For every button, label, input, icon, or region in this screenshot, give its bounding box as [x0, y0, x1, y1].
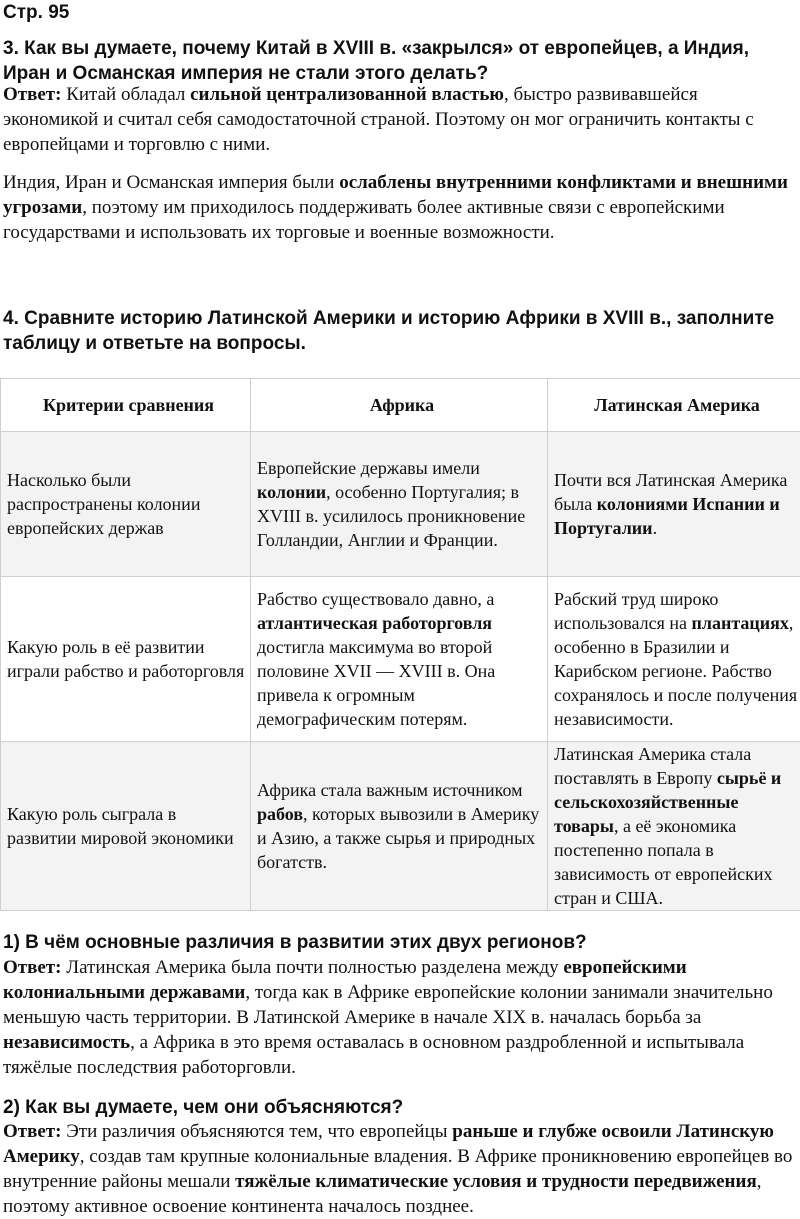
criterion-cell: Какую роль в её развитии играли рабство и работорговля	[1, 577, 251, 742]
question-3-answer-paragraph-1	[3, 82, 795, 157]
criterion-cell: Насколько были распространены колонии европейских держав	[1, 432, 251, 577]
table-row	[1, 742, 800, 911]
subquestion-1-heading: 1) В чём основные различия в развитии этих двух регионов?	[3, 930, 795, 955]
subquestion-2-answer: Ответ: Эти различия объясняются тем, что европейцы раньше и глубже освоили Латинскую Америку, создав там крупные колониальные владения. В Африке проникновению европейцев во внутренние районы мешали тяжёлые климатические условия и трудности передвижения, поэтому активное освоение континента началось позднее.	[3, 1119, 795, 1219]
question-4-heading: 4. Сравните историю Латинской Америки и историю Африки в XVIII в., заполните таблицу и ответьте на вопросы.	[3, 306, 795, 356]
answer-text: Китай обладал	[61, 84, 190, 105]
answer-label: Ответ:	[3, 84, 61, 105]
subquestion-1-answer: Ответ: Латинская Америка была почти полностью разделена между европейскими колониальными державами, тогда как в Африке европейские колонии занимали значительно меньшую часть территории. В Латинской Америке в начале XIX в. началась борьба за независимость, а Африка в это время оставалась в основном раздробленной и испытывала тяжёлые последствия работорговли.	[3, 955, 795, 1080]
criterion-cell: Какую роль сыграла в развитии мировой экономики	[1, 742, 251, 911]
table-row	[1, 432, 800, 577]
answer-label: Ответ:	[3, 1121, 61, 1142]
header-latin-america: Латинская Америка	[548, 379, 800, 432]
answer-text: Индия, Иран и Османская империя были	[3, 172, 339, 193]
africa-cell: Африка стала важным источником рабов, которых вывозили в Америку и Азию, а также сырья и природных богатств.	[251, 742, 548, 911]
question-3-answer-paragraph-2	[3, 170, 795, 245]
table-header-row	[1, 379, 800, 432]
answer-text: , поэтому им приходилось поддерживать более активные связи с европейскими государствами и использовать их торговые и военные возможности.	[3, 197, 725, 243]
answer-text: , быстро развивавшейся экономикой и считал себя самодостаточной страной. Поэтому он мог ограничить контакты с европейцами и торговлю с ними.	[3, 84, 754, 155]
header-criteria: Критерии сравнения	[1, 379, 251, 432]
africa-cell: Европейские державы имели колонии, особенно Португалия; в XVIII в. усилилось проникновение Голландии, Англии и Франции.	[251, 432, 548, 577]
header-africa: Африка	[251, 379, 548, 432]
question-3-heading: 3. Как вы думаете, почему Китай в XVIII в. «закрылся» от европейцев, а Индия, Иран и Османская империя не стали этого делать?	[3, 36, 795, 86]
answer-label: Ответ:	[3, 957, 61, 978]
page-number: Стр. 95	[3, 0, 69, 25]
subquestion-2-heading: 2) Как вы думаете, чем они объясняются?	[3, 1095, 795, 1120]
latin-america-cell: Почти вся Латинская Америка была колониями Испании и Португалии.	[548, 432, 800, 577]
table-row	[1, 577, 800, 742]
latin-america-cell: Рабский труд широко использовался на плантациях, особенно в Бразилии и Карибском регионе. Рабство сохранялось и после получения независимости.	[548, 577, 800, 742]
answer-emphasis: сильной централизованной властью	[190, 84, 504, 105]
answer-emphasis: ослаблены внутренними конфликтами и внешними угрозами	[3, 172, 788, 218]
comparison-table	[0, 378, 800, 911]
latin-america-cell: Латинская Америка стала поставлять в Европу сырьё и сельскохозяйственные товары, а её экономика постепенно попала в зависимость от европейских стран и США.	[548, 742, 800, 911]
africa-cell: Рабство существовало давно, а атлантическая работорговля достигла максимума во второй половине XVII — XVIII в. Она привела к огромным демографическим потерям.	[251, 577, 548, 742]
